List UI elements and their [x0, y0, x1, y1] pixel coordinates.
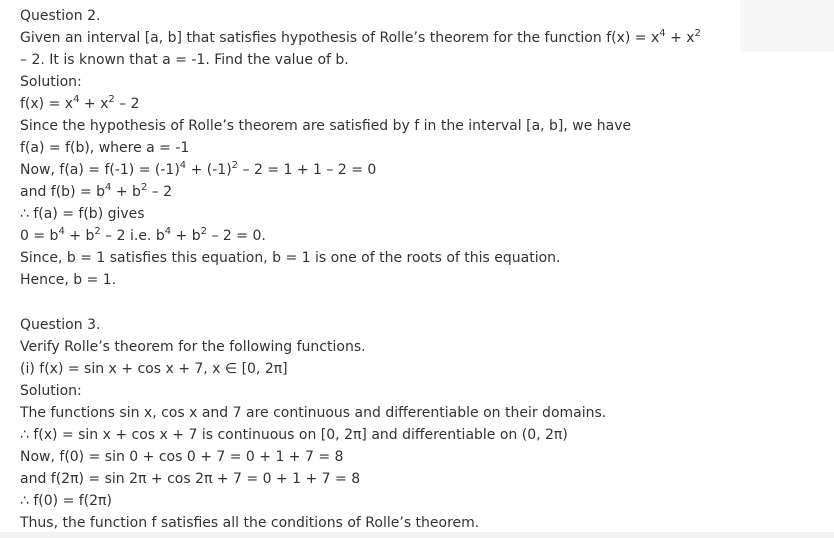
solution-line — [20, 93, 140, 115]
text-segment: The functions sin x, cos x and 7 are continuous and differentiable on their domains. — [20, 405, 607, 421]
superscript-exponent: 4 — [73, 94, 80, 105]
text-segment: + (-1) — [186, 162, 232, 178]
text-segment: (i) f(x) = sin x + cos x + 7, x ∈ [0, 2π] — [20, 361, 288, 377]
superscript-exponent: 2 — [140, 182, 148, 193]
superscript-exponent: 2 — [231, 160, 239, 171]
text-segment: ∴ f(a) = f(b) gives — [20, 206, 145, 222]
solution-line — [20, 247, 560, 269]
solution-line — [20, 490, 112, 512]
solution-line — [20, 159, 376, 181]
text-segment: ∴ f(0) = f(2π) — [20, 493, 112, 509]
solution-label — [20, 71, 82, 93]
question-2-text-line-2 — [20, 49, 349, 71]
text-segment: + b — [171, 228, 201, 244]
text-segment: + x — [79, 96, 109, 112]
superscript-exponent: 2 — [94, 226, 101, 237]
text-segment: + b — [111, 184, 141, 200]
solution-line — [20, 468, 360, 490]
solution-line — [20, 446, 343, 468]
question-2-heading — [20, 5, 100, 27]
text-segment: Given an interval [a, b] that satisfies hypothesis of Rolle’s theorem for the function f(x) = x — [20, 30, 660, 46]
superscript-exponent: 4 — [164, 226, 172, 237]
text-segment: and f(2π) = sin 2π + cos 2π + 7 = 0 + 1 + 7 = 8 — [20, 471, 361, 487]
solution-label — [20, 380, 82, 402]
question-2-text-line-1 — [20, 27, 701, 49]
text-segment: ∴ f(x) = sin x + cos x + 7 is continuous on [0, 2π] and differentiable on (0, 2π) — [20, 427, 568, 443]
solution-line — [20, 115, 631, 137]
text-segment: f(a) = f(b), where a = -1 — [20, 140, 190, 156]
text-segment: – 2 — [114, 96, 140, 112]
solution-line — [20, 181, 172, 203]
text-segment: Hence, b = 1. — [20, 272, 117, 288]
text-segment: – 2. It is known that a = -1. Find the value of b. — [20, 52, 349, 68]
superscript-exponent: 2 — [108, 94, 115, 105]
text-segment: + b — [64, 228, 95, 244]
superscript-exponent: 2 — [200, 226, 207, 237]
bottom-divider — [0, 532, 834, 538]
text-segment: Since the hypothesis of Rolle’s theorem are satisfied by f in the interval [a, b], we have — [20, 118, 632, 134]
text-segment: 0 = b — [20, 228, 59, 244]
text-segment: Since, b = 1 satisfies this equation, b = 1 is one of the roots of this equation. — [20, 250, 561, 266]
text-segment: – 2 i.e. b — [100, 228, 165, 244]
sidebar-placeholder — [740, 0, 834, 52]
solution-line — [20, 203, 145, 225]
text-segment: Thus, the function f satisfies all the conditions of Rolle’s theorem. — [20, 515, 480, 531]
text-segment: and f(b) = b — [20, 184, 106, 200]
text-segment: Now, f(a) = f(-1) = (-1) — [20, 162, 180, 178]
text-segment: – 2 = 0. — [207, 228, 266, 244]
text-segment: + x — [665, 30, 695, 46]
text-segment: Solution: — [20, 383, 82, 399]
text-segment: – 2 — [147, 184, 173, 200]
question-3-heading — [20, 314, 100, 336]
solution-line — [20, 225, 266, 247]
solution-line — [20, 512, 479, 534]
question-3-text — [20, 336, 366, 358]
superscript-exponent: 4 — [179, 160, 187, 171]
text-segment: Question 3. — [20, 317, 101, 333]
solution-line — [20, 137, 189, 159]
superscript-exponent: 2 — [694, 28, 701, 39]
text-segment: Verify Rolle’s theorem for the following functions. — [20, 339, 366, 355]
text-segment: – 2 = 1 + 1 – 2 = 0 — [238, 162, 377, 178]
superscript-exponent: 4 — [659, 28, 666, 39]
solution-line — [20, 424, 568, 446]
solution-line — [20, 402, 606, 424]
text-segment: Now, f(0) = sin 0 + cos 0 + 7 = 0 + 1 + 7 = 8 — [20, 449, 344, 465]
solution-answer — [20, 269, 116, 291]
superscript-exponent: 4 — [105, 182, 112, 193]
text-segment: f(x) = x — [20, 96, 74, 112]
text-segment: Question 2. — [20, 8, 101, 24]
question-3-part-i — [20, 358, 288, 380]
text-segment: Solution: — [20, 74, 82, 90]
superscript-exponent: 4 — [58, 226, 65, 237]
